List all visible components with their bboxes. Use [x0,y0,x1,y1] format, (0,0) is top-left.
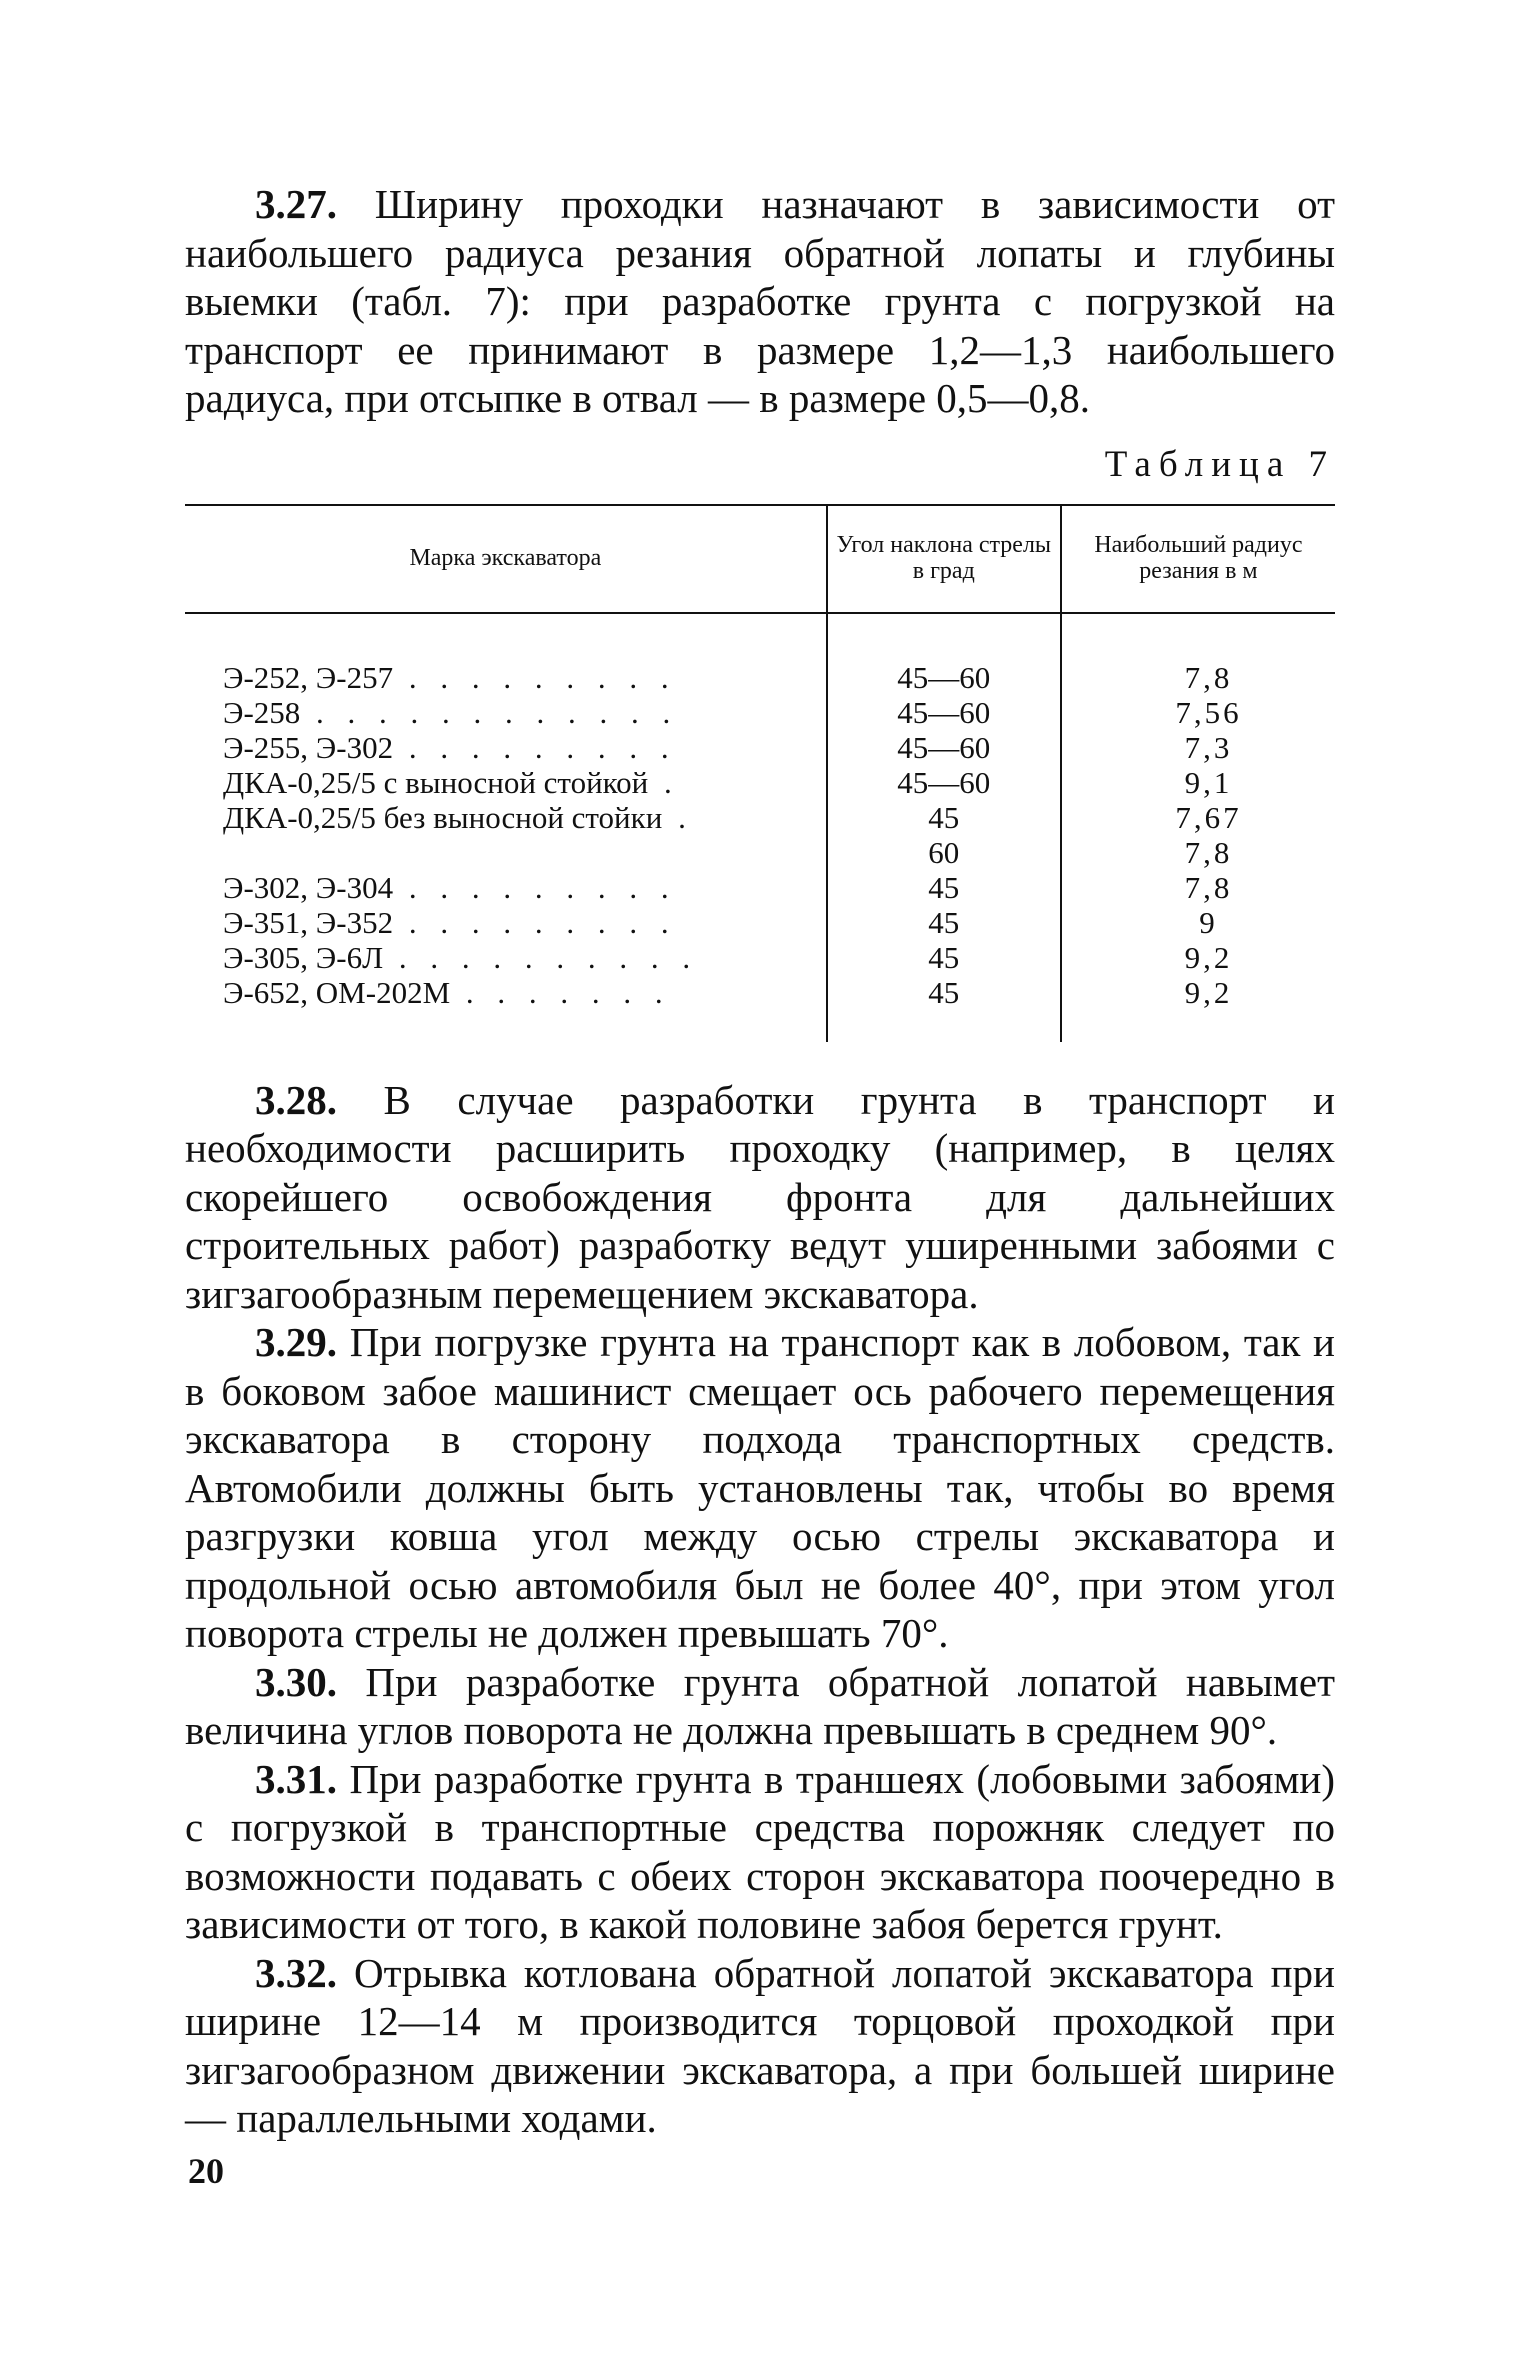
table-row [185,765,1335,800]
paragraph-text: В случае разработки грунта в транспорт и необходимости расширить проходку (например, в целях скорейшего освобождения фронта для дальнейших строительных работ) разработку ведут уширенными забоями с зигзагообразным перемещением экскаватора. [185,1076,1335,1317]
table-row [185,835,1335,870]
paragraph-number: 3.27. [255,181,337,227]
header-boom-angle: Угол наклона стрелы в град [827,505,1061,613]
cell-mark [185,940,827,975]
cell-mark [185,975,827,1042]
mark-text: ДКА-0,25/5 с выносной стойкой [223,764,649,800]
cell-radius: 7,8 [1184,659,1233,695]
cell-angle: 60 [827,835,1061,870]
mark-text: Э-652, ОМ-202М [223,974,451,1010]
paragraph-text: Ширину проходки назначают в зависимости от наибольшего радиуса резания обратной лопаты и глубины выемки (табл. 7): при разработке грунта с погрузкой на транспорт ее принимают в размере 1,2—1,3 наибольшего радиуса, при отсыпке в отвал — в размере 0,5—0,8. [185,181,1335,421]
mark-text: Э-255, Э-302 [223,729,394,765]
paragraph-text: Отрывка котлована обратной лопатой экскаватора при ширине 12—14 м производится торцовой проходкой при зигзагообразном движении экскаватора, а при большей ширине — параллельными ходами. [185,1949,1335,2141]
cell-radius: 9 [1199,904,1218,940]
dot-leader: . . . . . . . . . [393,659,677,695]
cell-angle: 45—60 [827,613,1061,695]
cell-radius: 7,8 [1184,834,1233,870]
table-row [185,800,1335,835]
table-row [185,905,1335,940]
cell-angle: 45 [827,800,1061,835]
table-caption: Таблица 7 [1104,443,1335,485]
cell-angle: 45 [827,940,1061,975]
cell-angle: 45 [827,975,1061,1042]
table-row [185,695,1335,730]
paragraph-number: 3.29. [255,1319,337,1365]
cell-radius: 7,3 [1184,729,1233,765]
dot-leader: . . . . . . . [450,974,671,1010]
mark-text: Э-305, Э-6Л [223,939,384,975]
paragraph-3-27 [185,180,1335,423]
table-header-row [185,505,1335,613]
dot-leader: . . . . . . . . . [393,729,677,765]
page-number: 20 [188,2151,224,2191]
dot-leader: . . . . . . . . . . [383,939,699,975]
page-content [185,180,1335,2143]
cell-mark [185,730,827,765]
cell-mark [185,905,827,940]
paragraph-text: При разработке грунта обратной лопатой навымет величина углов поворота не должна превышать в среднем 90°. [185,1658,1335,1753]
paragraph-number: 3.31. [255,1755,337,1802]
cell-mark [185,695,827,730]
cell-angle: 45—60 [827,695,1061,730]
cell-angle: 45—60 [827,730,1061,765]
header-cutting-radius: Наибольший радиус резания в м [1061,505,1335,613]
mark-text: Э-351, Э-352 [223,904,394,940]
cell-angle: 45—60 [827,765,1061,800]
paragraph-3-32 [185,1949,1335,2143]
table-row [185,613,1335,695]
mark-text: Э-302, Э-304 [223,869,394,905]
table-row [185,730,1335,765]
cell-angle: 45 [827,905,1061,940]
paragraph-number: 3.30. [255,1658,337,1705]
dot-leader: . [662,799,694,835]
paragraph-3-29 [185,1318,1335,1658]
table-row [185,975,1335,1042]
excavator-table [185,504,1335,1042]
header-excavator-mark: Марка экскаватора [185,505,827,613]
dot-leader: . . . . . . . . . [393,869,677,905]
cell-mark [185,765,827,800]
paragraph-3-31 [185,1755,1335,1949]
dot-leader: . . . . . . . . . . . . [300,694,679,730]
cell-radius: 9,2 [1184,939,1233,975]
paragraph-3-30 [185,1658,1335,1755]
paragraph-text: При разработке грунта в траншеях (лобовыми забоями) с погрузкой в транспортные средства порожняк следует по возможности подавать с обеих сторон экскаватора поочередно в зависимости от того, в какой половине забоя берется грунт. [185,1755,1335,1947]
paragraph-number: 3.28. [255,1076,337,1123]
cell-mark [185,835,827,870]
mark-text: Э-258 [223,694,301,730]
cell-angle: 45 [827,870,1061,905]
dot-leader: . [648,764,680,800]
paragraph-3-28 [185,1076,1335,1319]
paragraph-text: При погрузке грунта на транспорт как в лобовом, так и в боковом забое машинист смещает ось рабочего перемещения экскаватора в сторону подхода транспортных средств. Автомобили должны быть установлены так, чтобы во время разгрузки ковша угол между осью стрелы экскаватора и продольной осью автомобиля был не более 40°, при этом угол поворота стрелы не должен превышать 70°. [185,1319,1336,1656]
cell-mark [185,613,827,695]
table-row [185,940,1335,975]
cell-radius: 7,8 [1184,869,1233,905]
cell-mark [185,800,827,835]
cell-radius: 7,56 [1175,694,1242,730]
cell-mark [185,870,827,905]
table-row [185,870,1335,905]
cell-radius: 9,2 [1184,974,1233,1010]
cell-radius: 7,67 [1175,799,1242,835]
dot-leader: . . . . . . . . . [393,904,677,940]
paragraph-number: 3.32. [255,1949,337,1996]
mark-text: Э-252, Э-257 [223,659,394,695]
cell-radius: 9,1 [1184,764,1233,800]
mark-text: ДКА-0,25/5 без выносной стойки [223,799,663,835]
paragraphs-after-table [185,1076,1335,2143]
